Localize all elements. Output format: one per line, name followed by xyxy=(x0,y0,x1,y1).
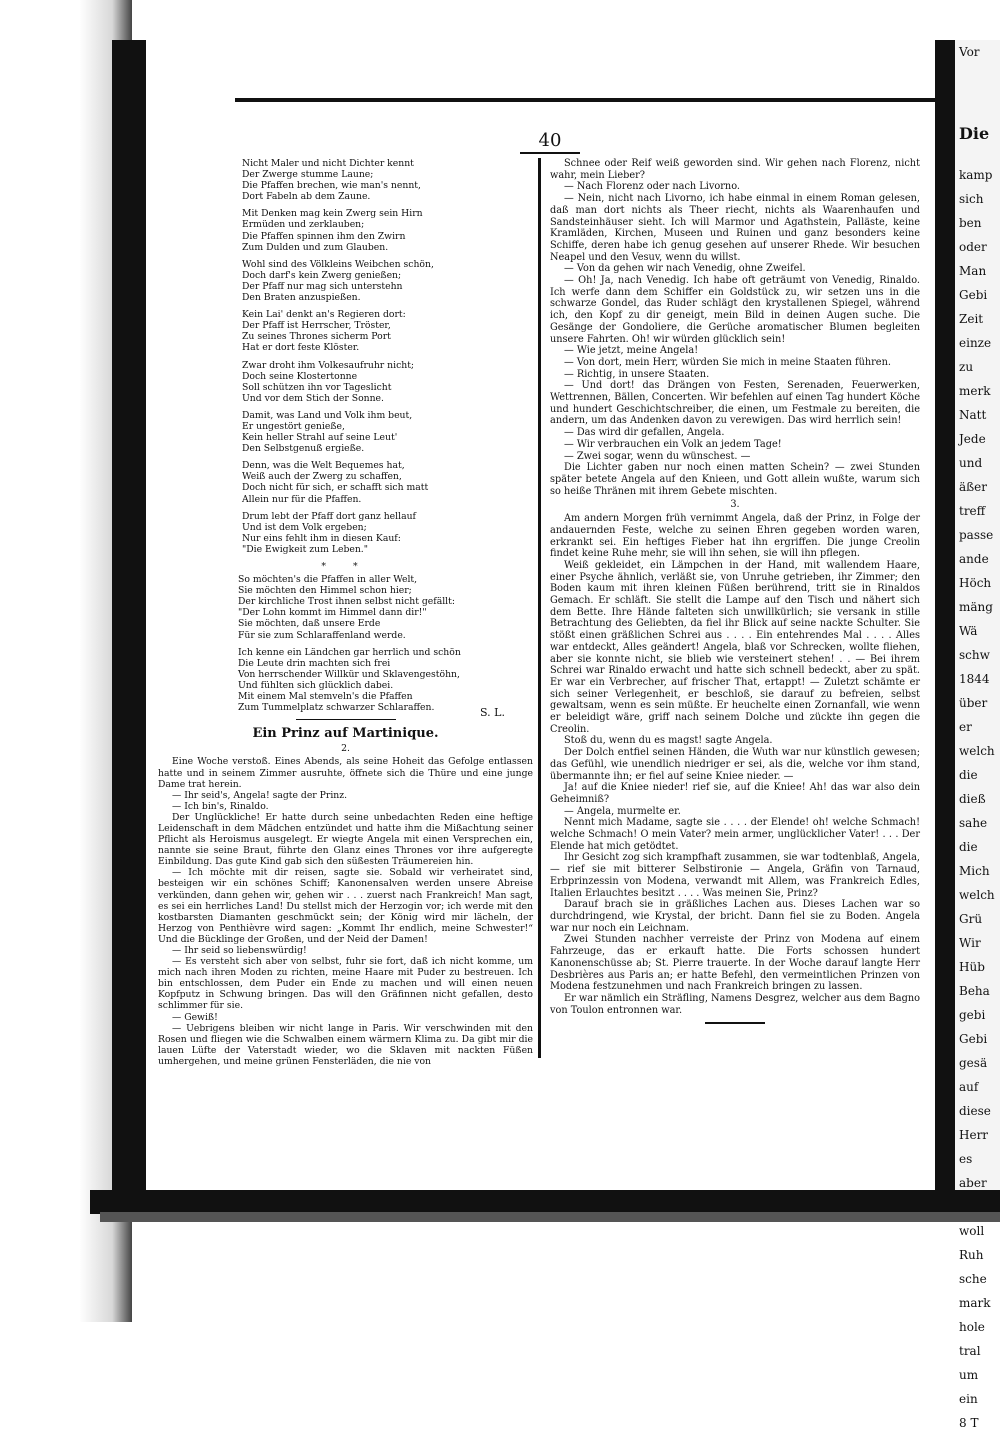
poem-line: Zwar droht ihm Volkesaufruhr nicht; xyxy=(242,359,415,371)
paragraph: Weiß gekleidet, ein Lämpchen in der Hand, mit wallendem Haare, einer Psyche ähnlich, verläßt sie, von Unruhe getrieben, ihr Zimmer; den Boden kaum mit ihren kleinen Füßen berührend, tritt sie in Rinaldos Gemach. Er schläft. Sie stellt die Lampe auf den Tisch und nähert sich dem Bette. Ihre Hände falteten sich unwillkürlich; sie versank in stille Betrachtung des Geliebten, da fiel ihr Blick auf seine nackte Schulter. Sie stößt einen gräßlichen Schrei aus . . . . Ein entehrendes Mal . . . . Alles war entdeckt, Alles geändert! Angela, blaß vor Schrecken, wollte fliehen, aber sie konnte nicht, sie blieb wie versteinert stehen! . . — Bei ihrem Schrei war Rinaldo erwacht und hatte sich schnell bedeckt, aber zu spät. Er war ein Verbrecher, auf frischer That, ertappt! — Zuletzt schämte er sich seiner Verlegenheit, er beschloß, sie darauf zu befreien, selbst gewaltsam, wenn es sein müßte. Er heuchelte einen Zornanfall, wie wenn er beleidigt wäre, griff nach seinem Dolche und zückte ihn gegen die Creolin. xyxy=(550,559,920,735)
poem-line: "Der Lohn kommt im Himmel dann dir!" xyxy=(238,607,427,619)
poem-line: Ich kenne ein Ländchen gar herrlich und schön xyxy=(238,646,461,658)
fragment: oder xyxy=(959,240,987,254)
poem-line: Drum lebt der Pfaff dort ganz hellauf xyxy=(242,510,416,522)
divider xyxy=(296,719,396,720)
poem xyxy=(158,158,533,555)
stanza xyxy=(242,158,533,202)
poem-line: Wohl sind des Völkleins Weibchen schön, xyxy=(242,258,434,270)
paragraph: — Nach Florenz oder nach Livorno. xyxy=(564,181,741,193)
paragraph: — Angela, murmelte er. xyxy=(564,805,681,817)
paragraph: Am andern Morgen früh vernimmt Angela, daß der Prinz, in Folge der andauernden Feste, welche zu seinen Ehren gegeben worden waren, erkrankt sei. Ein heftiges Fieber hat ihn ergriffen. Die junge Creolin findet keine Ruhe mehr, sie will ihn sehen, sie will ihn pflegen. xyxy=(550,513,920,560)
paragraph: — Zwei sogar, wenn du wünschest. — xyxy=(564,450,751,462)
paragraph: — Wir verbrauchen ein Volk an jedem Tage! xyxy=(564,438,782,450)
paragraph: Die Lichter gaben nur noch einen matten Schein? — zwei Stunden später betete Angela auf den Knieen, und Gott allein wußte, warum sich so heiße Thränen mit ihrem Gebete mischten. xyxy=(550,462,920,497)
paragraph: — Uebrigens bleiben wir nicht lange in Paris. Wir verschwinden mit den Rosen und fliegen wie die Schwalben einem wärmern Klima zu. Da gibt mir die lauen Lüfte der Vaterstadt wieder, wo die Sklaven mit nackten Füßen umhergehen, und meine grünen Fensterläden, die nie von xyxy=(158,1022,533,1067)
paragraph: — Von da gehen wir nach Venedig, ohne Zweifel. xyxy=(564,263,806,275)
paragraph: — Ich möchte mit dir reisen, sagte sie. Sobald wir verheiratet sind, besteigen wir ein schönes Schiff; Kanonensalven werden unsere Abreise verkünden, dann gehen wir, gehen wir . . . zuerst nach Frankreich! Man sagt, es sei ein herrliches Land! Du stellst mich der Herzogin vor; ich werde mit den kostbarsten Diamanten geschmückt sein; der König wird mir lächeln, der Herzog von Penthièvre wird sagen: „Kommt Ihr endlich, meine Schwester!“ Und die Bücklinge der Großen, und der Neid der Damen! xyxy=(158,867,533,945)
fragment: Ruh xyxy=(959,1248,984,1262)
poem-line: Zum Tummelplatz schwarzer Schlaraffen. xyxy=(238,702,435,714)
fragment: ande xyxy=(959,552,989,566)
page-number: 40 xyxy=(538,130,562,151)
poem-line: Er ungestört genieße, xyxy=(242,420,345,432)
fragment: dieß xyxy=(959,792,986,806)
end-rule xyxy=(705,1022,765,1024)
paragraph: Ja! auf die Kniee nieder! rief sie, auf die Kniee! Ah! das war also dein Geheimniß? xyxy=(550,782,920,805)
ornament: * * xyxy=(321,561,370,572)
fragment: äßer xyxy=(959,480,988,494)
poem-line: Und fühlten sich glücklich dabei. xyxy=(238,679,394,691)
stanza xyxy=(242,309,533,353)
fragment: um xyxy=(959,1368,979,1382)
column-rule xyxy=(538,158,541,1058)
poem-line: "Die Ewigkeit zum Leben." xyxy=(242,543,368,555)
paragraph: Der Dolch entfiel seinen Händen, die Wuth war nur künstlich gewesen; das Gefühl, wie unendlich niedriger er sei, als die, welche vor ihm stand, übermannte ihn; er fiel auf seine Kniee nieder. — xyxy=(550,747,920,782)
stanza xyxy=(242,410,533,454)
paragraph: — Ihr seid's, Angela! sagte der Prinz. xyxy=(172,789,348,801)
poem-line: Sie möchten den Himmel schon hier; xyxy=(238,585,412,597)
poem-line: Und vor dem Stich der Sonne. xyxy=(242,392,384,404)
fragment: 1844 xyxy=(959,672,990,686)
fragment: Höch xyxy=(959,576,992,590)
article-text-left xyxy=(158,756,533,1067)
next-page-edge xyxy=(955,40,1000,1430)
poem-line: Allein nur für die Pfaffen. xyxy=(242,493,362,505)
fragment: die xyxy=(959,840,978,854)
poem-line: Für sie zum Schlaraffenland werde. xyxy=(238,629,406,641)
fragment: sahe xyxy=(959,816,988,830)
paragraph: — Nein, nicht nach Livorno, ich habe einmal in einem Roman gelesen, daß man dort nichts als Theer riecht, nichts als Waarenhaufen und Sandsteinhäuser sieht. Ich will Marmor und Agathstein, Palläste, keine Kramläden, Kirchen, Museen und Ruinen und ganz besonders keine Schiffe, deren habe ich genug gesehen auf unserer Rhede. Wir besuchen Neapel und den Vesuv, wenn du willst. xyxy=(550,193,920,263)
stanza xyxy=(242,259,533,303)
fragment: merk xyxy=(959,384,991,398)
stanza xyxy=(242,360,533,404)
fragment: Vor xyxy=(959,45,980,59)
fragment: mäng xyxy=(959,600,993,614)
poem-line: Nur eins fehlt ihm in diesen Kauf: xyxy=(242,532,401,544)
fragment: sche xyxy=(959,1272,987,1286)
fragment: es xyxy=(959,1152,973,1166)
paragraph: — Gewiß! xyxy=(172,1011,218,1023)
poem-line: Kein Lai' denkt an's Regieren dort: xyxy=(242,309,406,321)
fragment: woll xyxy=(959,1224,985,1238)
fragment: über xyxy=(959,696,988,710)
poem-line: Weiß auch der Zwerg zu schaffen, xyxy=(242,471,402,483)
fragment: Zeit xyxy=(959,312,984,326)
fragment: treff xyxy=(959,504,986,518)
page-number-rule xyxy=(520,152,580,154)
paragraph: Schnee oder Reif weiß geworden sind. Wir gehen nach Florenz, nicht wahr, mein Lieber? xyxy=(550,158,920,181)
scan-bottom-shadow xyxy=(90,1190,1000,1214)
fragment: Man xyxy=(959,264,987,278)
poem-line: Ermüden und zerklauben; xyxy=(242,219,365,231)
paragraph: Zwei Stunden nachher verreiste der Prinz von Modena auf einem Fahrzeuge, das er erkauft hatte. Die Forts schossen hundert Kanonenschüsse ab; St. Pierre trauerte. In der Woche darauf langte Herr Desbrières aus Paris an; er hatte Befehl, den vermeintlichen Prinzen von Modena festzunehmen und nach Frankreich bringen zu lassen. xyxy=(550,934,920,993)
fragment: zu xyxy=(959,360,974,374)
fragment: Mich xyxy=(959,864,990,878)
paragraph: — Es versteht sich aber von selbst, fuhr sie fort, daß ich nicht komme, um mich nach ihren Moden zu richten, meine Haare mit Puder zu bestreuen. Ich bin entschlossen, dem Puder ein Ende zu machen und will einen neuen Kopfputz in Schwung bringen. Das will den Gräfinnen nicht gefallen, desto schlimmer für sie. xyxy=(158,956,533,1012)
poem-line: Und ist dem Volk ergeben; xyxy=(242,521,367,533)
fragment: Hüb xyxy=(959,960,985,974)
fragment: ben xyxy=(959,216,982,230)
poem-line: Nicht Maler und nicht Dichter kennt xyxy=(242,158,414,169)
stanza xyxy=(242,208,533,252)
paragraph: Er war nämlich ein Sträfling, Namens Desgrez, welcher aus dem Bagno von Toulon entronnen war. xyxy=(550,992,920,1016)
fragment: die xyxy=(959,768,978,782)
fragment: aber xyxy=(959,1176,987,1190)
fragment: Die xyxy=(959,124,990,143)
paragraph: Eine Woche verstoß. Eines Abends, als seine Hoheit das Gefolge entlassen hatte und in seinem Zimmer ausruhte, öffnete sich die Thüre und eine junge Dame trat herein. xyxy=(158,756,533,790)
closing-poem xyxy=(158,574,533,713)
poem-line: Hat er dort feste Klöster. xyxy=(242,342,360,354)
poem-line: Die Leute drin machten sich frei xyxy=(238,657,391,669)
article-text-right-a xyxy=(550,158,920,497)
poem-line: Der Pfaff ist Herrscher, Tröster, xyxy=(242,320,391,332)
fragment: gebi xyxy=(959,1008,986,1022)
paragraph: Ihr Gesicht zog sich krampfhaft zusammen, sie war todtenblaß, Angela, — rief sie mit bitterer Selbstironie — Angela, Gräfin von Tarnaud, Erbprinzessin von Modena, verwandt mit Allem, was Frankreich Edles, Italien Erlauchtes besitzt . . . . Was meinen Sie, Prinz? xyxy=(550,852,920,899)
paragraph: Nennt mich Madame, sagte sie . . . . der Elende! oh! welche Schmach! welche Schmach! O mein Vater? mein armer, unglücklicher Vater! . . . Der Elende hat mich getödtet. xyxy=(550,817,920,852)
poem-line: Die Pfaffen spinnen ihm den Zwirn xyxy=(242,230,406,242)
fragment: auf xyxy=(959,1080,979,1094)
poem-line: Soll schützen ihn vor Tageslicht xyxy=(242,381,392,393)
fragment: und xyxy=(959,456,983,470)
poem-line: Sie möchten, daß unsere Erde xyxy=(238,618,381,630)
poem-line: So möchten's die Pfaffen in aller Welt, xyxy=(238,574,418,586)
fragment: Wä xyxy=(959,624,978,638)
poem-line: Der Pfaff nur mag sich unterstehn xyxy=(242,280,403,292)
poem-line: Kein heller Strahl auf seine Leut' xyxy=(242,432,398,444)
poem-line: Denn, was die Welt Bequemes hat, xyxy=(242,460,405,472)
scan-bottom-shadow-2 xyxy=(100,1212,1000,1222)
fragment: welch xyxy=(959,744,995,758)
fragment: welch xyxy=(959,888,995,902)
poem-line: Doch darf's kein Zwerg genießen; xyxy=(242,269,402,281)
fragment: Jede xyxy=(959,432,986,446)
paragraph: Darauf brach sie in gräßliches Lachen aus. Dieses Lachen war so durchdringend, wie Krystal, der bricht. Dann fiel sie zu Boden. Angela war nur noch ein Leichnam. xyxy=(550,899,920,934)
paragraph: — Wie jetzt, meine Angela! xyxy=(564,345,699,357)
left-column xyxy=(158,158,533,1068)
fragment: gesä xyxy=(959,1056,988,1070)
fragment: Gebi xyxy=(959,1032,988,1046)
fragment: Beha xyxy=(959,984,990,998)
poem-line: Der kirchliche Trost ihnen selbst nicht gefällt: xyxy=(238,596,455,608)
poem-line: Den Selbstgenuß ergieße. xyxy=(242,443,365,455)
fragment: passe xyxy=(959,528,994,542)
poem-line: Zum Dulden und zum Glauben. xyxy=(242,241,389,253)
binding-shadow xyxy=(112,40,146,1200)
fragment: Grü xyxy=(959,912,983,926)
paragraph: — Oh! Ja, nach Venedig. Ich habe oft geträumt von Venedig, Rinaldo. Ich werfe dann dem Schiffer ein Goldstück zu, wir setzen uns in die schwarze Gondel, das Ruder schlägt den krystallenen Spiegel, während ich, den Kopf zu dir geneigt, mein Bild in deinen Augen suche. Die Gesänge der Gondoliere, die Gerüche aromatischer Blumen begleiten unsere Fahrten. Oh! wir würden glücklich sein! xyxy=(550,275,920,345)
stanza xyxy=(238,647,533,714)
next-page-fragments xyxy=(955,40,1000,1435)
fragment: diese xyxy=(959,1104,991,1118)
page-gutter xyxy=(935,40,955,1200)
poem-signature: S. L. xyxy=(480,706,505,719)
header-rule xyxy=(235,98,940,102)
fragment: kamp xyxy=(959,168,993,182)
poem-line: Der Zwerge stumme Laune; xyxy=(242,169,374,181)
paragraph: — Ihr seid so liebenswürdig! xyxy=(172,945,307,956)
poem-line: Doch nicht für sich, er schafft sich matt xyxy=(242,482,429,494)
section-number: 2. xyxy=(341,743,350,755)
poem-line: Dort Fabeln ab dem Zaune. xyxy=(242,191,371,203)
fragment: Wir xyxy=(959,936,981,950)
fragment: Gebi xyxy=(959,288,988,302)
paragraph: — Von dort, mein Herr, würden Sie mich in meine Staaten führen. xyxy=(564,356,891,368)
fragment: Natt xyxy=(959,408,987,422)
paragraph: Stoß du, wenn du es magst! sagte Angela. xyxy=(564,735,773,747)
poem-line: Mit einem Mal stemveln's die Pfaffen xyxy=(238,691,413,703)
poem-line: Die Pfaffen brechen, wie man's nennt, xyxy=(242,180,421,192)
poem-line: Damit, was Land und Volk ihm beut, xyxy=(242,409,413,421)
poem-line: Von herrschender Willkür und Sklavengestöhn, xyxy=(238,668,460,680)
fragment: einze xyxy=(959,336,992,350)
paragraph: — Ich bin's, Rinaldo. xyxy=(172,800,269,812)
fragment: tral xyxy=(959,1344,981,1358)
poem-line: Mit Denken mag kein Zwerg sein Hirn xyxy=(242,208,423,220)
poem-line: Den Braten anzuspießen. xyxy=(242,292,361,304)
article-text-right-b xyxy=(550,513,920,1016)
paragraph: — Richtig, in unsere Staaten. xyxy=(564,368,710,380)
poem-line: Zu seines Thrones sicherm Port xyxy=(242,331,391,343)
paragraph: — Das wird dir gefallen, Angela. xyxy=(564,427,725,439)
fragment: sich xyxy=(959,192,984,206)
stanza xyxy=(242,460,533,504)
article-title: Ein Prinz auf Martinique. xyxy=(252,726,439,742)
fragment: 8 T xyxy=(959,1416,979,1430)
stanza xyxy=(242,511,533,555)
stanza xyxy=(238,574,533,641)
fragment: mark xyxy=(959,1296,991,1310)
right-column xyxy=(550,158,920,1058)
fragment: hole xyxy=(959,1320,985,1334)
fragment: Herr xyxy=(959,1128,989,1142)
fragment: ein xyxy=(959,1392,978,1406)
paragraph: Der Unglückliche! Er hatte durch seine unbedachten Reden eine heftige Leidenschaft in dem Mädchen entzündet und hatte ihm die Mißachtung seiner Pflicht als Heroismus ausgelegt. Er wiegte Angela mit einen Versprechen ein, nannte sie seine Braut, führte den Glanz eines Thrones vor ihre aufgeregte Einbildung. Das gute Kind gab sich den süßesten Träumereien hin. xyxy=(158,811,533,868)
paragraph: — Und dort! das Drängen von Festen, Serenaden, Feuerwerken, Wettrennen, Bällen, Concerten. Wir befehlen auf einen Tag hundert Köche und hundert Geschichtschreiber, die einen, um Festmale zu bereiten, die andern, um das Andenken davon zu verewigen. Das wird herrlich sein! xyxy=(550,380,920,427)
section-number-3: 3. xyxy=(730,499,740,511)
poem-line: Doch seine Klostertonne xyxy=(242,370,358,382)
fragment: er xyxy=(959,720,972,734)
fragment: schw xyxy=(959,648,990,662)
